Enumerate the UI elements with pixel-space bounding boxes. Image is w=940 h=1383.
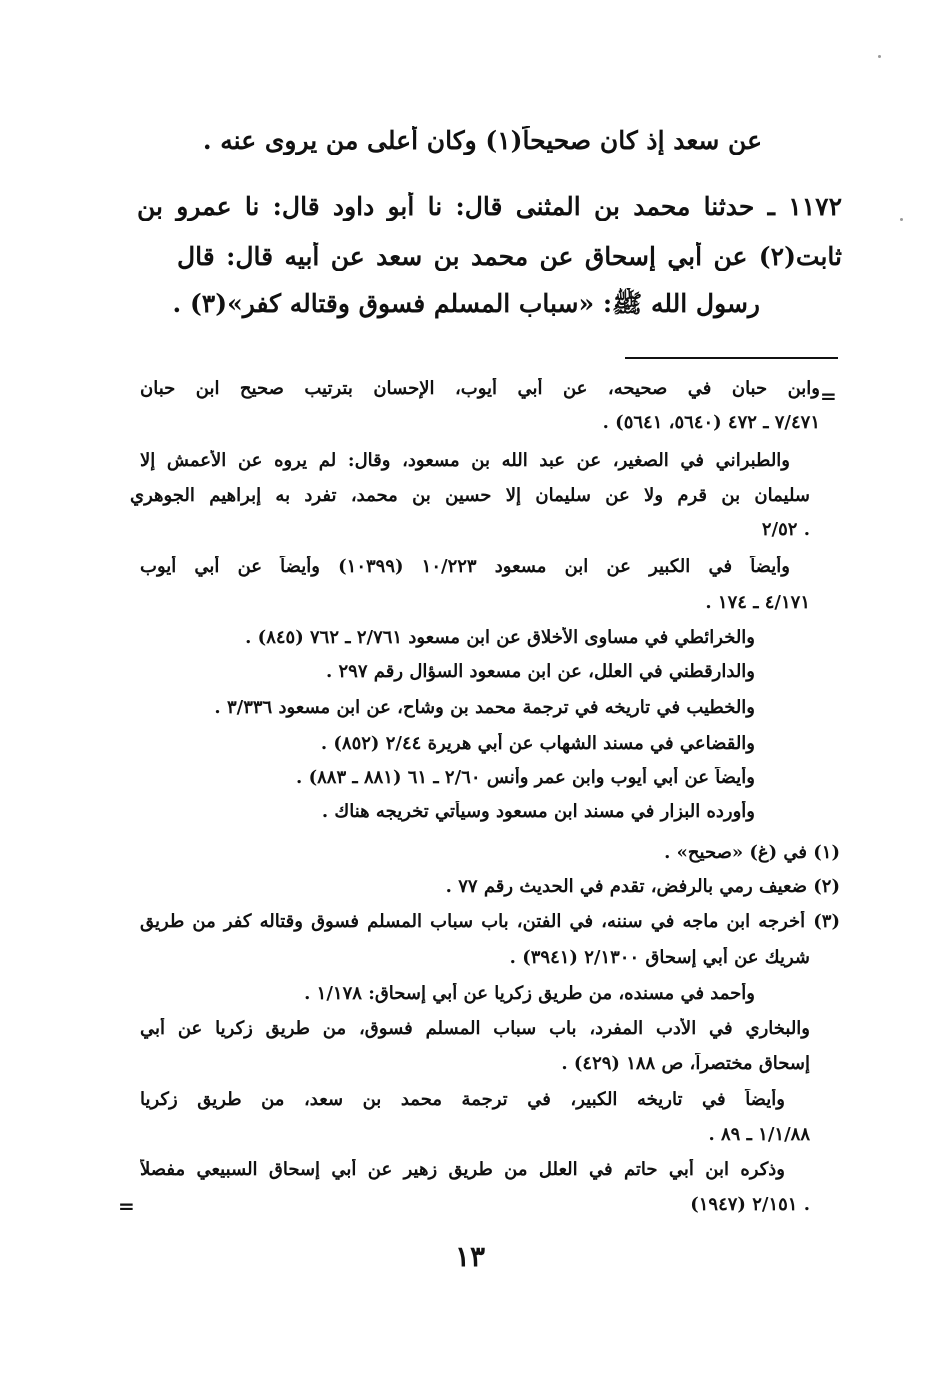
hadith-number-line: ١١٧٢ ـ حدثنا محمد بن المثنى قال: نا أبو داود قال: نا عمرو بن — [137, 192, 842, 221]
footnote-3-line: وأيضاً في تاريخه الكبير، في ترجمة محمد بن سعد، من طريق زكريا — [140, 1089, 785, 1110]
main-line-4: رسول الله ﷺ: «سباب المسلم فسوق وقتاله كفر»(٣) . — [172, 289, 760, 318]
footnote-3-line: إسحاق مختصراً، ص ١٨٨ (٤٢٩) . — [561, 1053, 810, 1074]
footnote-3-line: والبخاري في الأدب المفرد، باب سباب المسلم فسوق، من طريق زكريا عن أبي — [140, 1018, 810, 1039]
footnote-cont-line: والدارقطني في العلل، عن ابن مسعود السؤال رقم ٢٩٧ . — [325, 661, 755, 682]
footnote-3: (٣) أخرجه ابن ماجه في سننه، في الفتن، باب سباب المسلم فسوق وقتاله كفر من طريق — [140, 911, 840, 932]
main-line-3: ثابت(٢) عن أبي إسحاق عن محمد بن سعد عن أبيه قال: قال — [177, 242, 842, 271]
footnote-3-line: وذكره ابن أبي حاتم في العلل من طريق زهير عن أبي إسحاق السبيعي مفصلاً — [140, 1159, 785, 1180]
main-line-1: عن سعد إذ كان صحيحاً(١) وكان أعلى من يروى عنه . — [202, 126, 762, 155]
continuation-marker-top: = — [820, 384, 837, 408]
footnote-3-line: ٢/١٥١ (١٩٤٧) . — [690, 1194, 810, 1215]
footnote-cont-line: والطبراني في الصغير، عن عبد الله بن مسعود، وقال: لم يروه عن الأعمش إلا — [140, 450, 790, 471]
footnote-cont-line: ٧/٤٧١ ـ ٤٧٢ (٥٦٤٠، ٥٦٤١) . — [602, 412, 820, 433]
footnote-3-line: ١/١/٨٨ ـ ٨٩ . — [708, 1124, 810, 1145]
footnote-cont-line: سليمان بن قرم ولا عن سليمان إلا حسين بن محمد، تفرد به إبراهيم الجوهري — [130, 485, 810, 506]
footnote-cont-line: وأيضاً في الكبير عن ابن مسعود ١٠/٢٢٣ (١٠٣٩٩) وأيضاً عن أبي أيوب — [140, 556, 790, 577]
footnote-separator — [625, 357, 838, 359]
footnote-3-line: وأحمد في مسنده، من طريق زكريا عن أبي إسحاق: ١/١٧٨ . — [304, 983, 755, 1004]
footnote-cont-line: والقضاعي في مسند الشهاب عن أبي هريرة ٢/٤٤ (٨٥٢) . — [320, 733, 755, 754]
page-number: ١٣ — [454, 1240, 486, 1273]
scan-speck — [900, 218, 903, 221]
scan-speck — [878, 55, 881, 58]
footnote-cont-line: ٢/٥٢ . — [761, 519, 810, 540]
footnote-1: (١) في (غ) «صحيح» . — [664, 842, 840, 863]
footnote-cont-line: ٤/١٧١ ـ ١٧٤ . — [705, 592, 810, 613]
footnote-cont-line: وأيضاً عن أبي أيوب وابن عمر وأنس ٢/٦٠ ـ ٦١ (٨٨١ ـ ٨٨٣) . — [296, 767, 755, 788]
footnote-2: (٢) ضعيف رمي بالرفض، تقدم في الحديث رقم ٧٧ . — [445, 876, 840, 897]
footnote-cont-line: والخرائطي في مساوى الأخلاق عن ابن مسعود ٢/٧٦١ ـ ٧٦٢ (٨٤٥) . — [245, 627, 755, 648]
footnote-cont-line: والخطيب في تاريخه في ترجمة محمد بن وشاح، عن ابن مسعود ٣/٣٣٦ . — [214, 697, 755, 718]
footnote-3-line: شريك عن أبي إسحاق ٢/١٣٠٠ (٣٩٤١) . — [509, 947, 810, 968]
footnote-cont-line: وأورده البزار في مسند ابن مسعود وسيأتي تخريجه هناك . — [321, 801, 755, 822]
footnote-cont-line: وابن حبان في صحيحه، عن أبي أيوب، الإحسان بترتيب صحيح ابن حبان — [140, 378, 820, 399]
continuation-marker-bottom: = — [118, 1194, 135, 1218]
